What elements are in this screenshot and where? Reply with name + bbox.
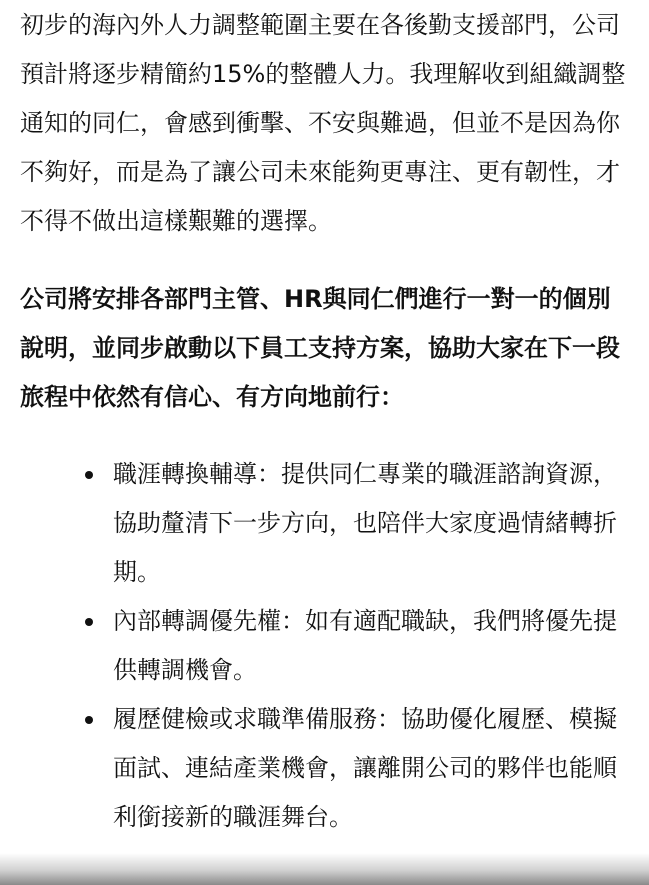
bottom-shadow-overlay	[0, 853, 649, 885]
paragraph-intro: 初步的海內外人力調整範圍主要在各後勤支援部門，公司預計將逐步精簡約15%的整體人力。我理解收到組織調整通知的同仁，會感到衝擊、不安與難過，但並不是因為你不夠好，而是為了讓公司未來能夠更專注、更有韌性，才不得不做出這樣艱難的選擇。	[20, 11, 626, 235]
list-item-text: 內部轉調優先權：如有適配職缺，我們將優先提供轉調機會。	[113, 607, 617, 684]
paragraph-support-plan: 公司將安排各部門主管、HR與同仁們進行一對一的個別說明，並同步啟動以下員工支持方案，協助大家在下一段旅程中依然有信心、有方向地前行：	[20, 285, 620, 411]
article-body	[20, 0, 632, 842]
list-item-career-counseling	[20, 450, 632, 597]
bullet-dot-icon	[85, 618, 93, 626]
support-list	[20, 450, 632, 842]
list-item-text: 職涯轉換輔導：提供同仁專業的職涯諮詢資源，協助釐清下一步方向，也陪伴大家度過情緒轉折期。	[113, 460, 617, 586]
bullet-dot-icon	[85, 471, 93, 479]
list-item-resume-service	[20, 695, 632, 842]
bullet-dot-icon	[85, 716, 93, 724]
list-item-internal-transfer	[20, 597, 632, 695]
list-item-text: 履歷健檢或求職準備服務：協助優化履歷、模擬面試、連結產業機會，讓離開公司的夥伴也能順利銜接新的職涯舞台。	[113, 705, 617, 831]
